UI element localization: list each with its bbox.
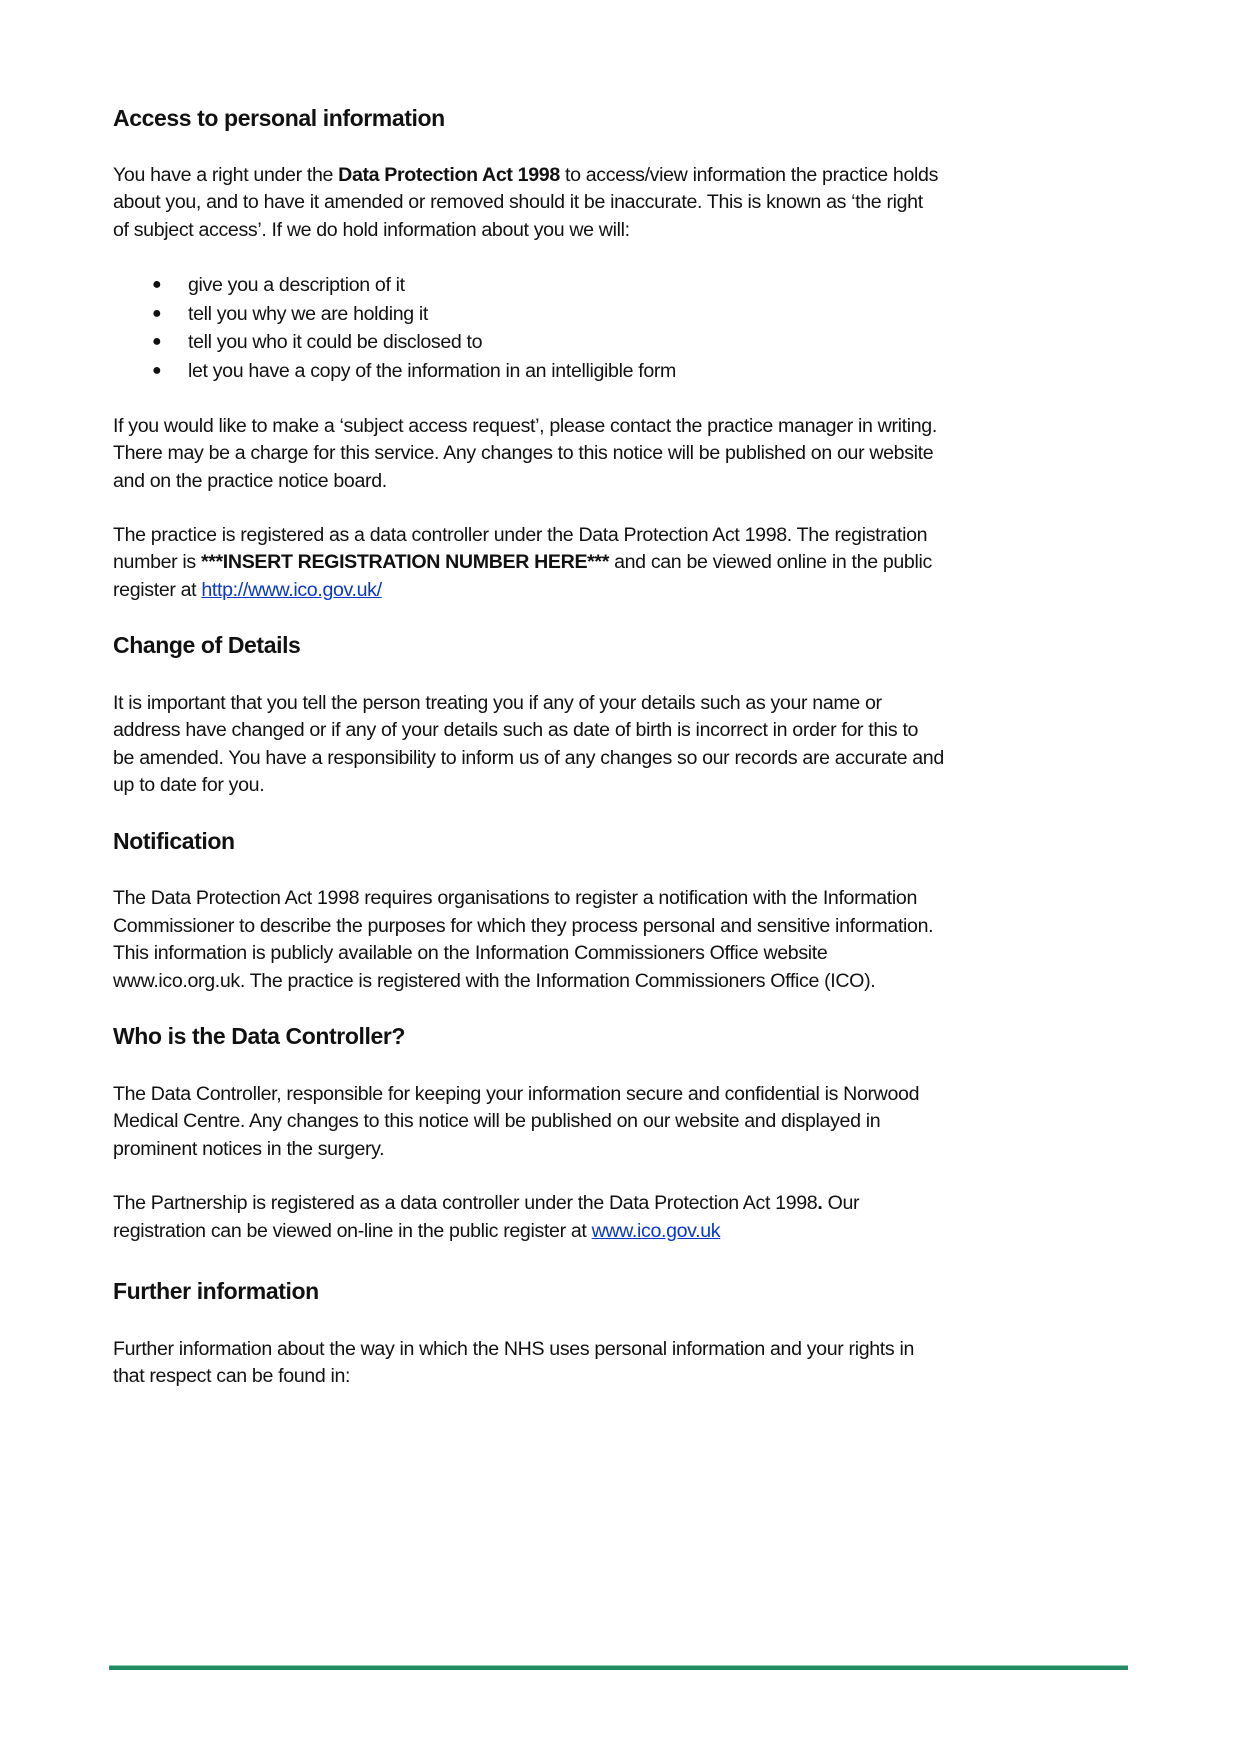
heading-change-of-details: Change of Details <box>113 632 301 658</box>
partnership-paragraph-line <box>113 1189 859 1217</box>
list-item: tell you who it could be disclosed to <box>188 331 483 353</box>
footer-divider <box>109 1665 1128 1670</box>
partnership-paragraph-line <box>113 1217 720 1245</box>
notification-paragraph-line: This information is publicly available on the Information Commissioners Office website <box>113 942 828 964</box>
heading-further-information: Further information <box>113 1278 319 1304</box>
controller-paragraph-line: prominent notices in the surgery. <box>113 1138 385 1160</box>
bullet-icon: ● <box>152 333 162 350</box>
text: to access/view information the practice holds <box>559 164 939 186</box>
access-paragraph-line: about you, and to have it amended or removed should it be inaccurate. This is known as ‘the right <box>113 191 923 213</box>
heading-data-controller: Who is the Data Controller? <box>113 1023 406 1049</box>
heading-notification: Notification <box>113 828 235 854</box>
list-item: give you a description of it <box>188 274 405 296</box>
text: Our <box>822 1192 860 1214</box>
heading-access: Access to personal information <box>113 105 445 131</box>
ico-link[interactable]: http://www.ico.gov.uk/ <box>201 579 382 601</box>
sar-paragraph-line: and on the practice notice board. <box>113 470 387 492</box>
ico-register-link[interactable]: www.ico.gov.uk <box>591 1220 721 1242</box>
sar-paragraph-line: There may be a charge for this service. Any changes to this notice will be published on our website <box>113 442 934 464</box>
list-item: tell you why we are holding it <box>188 303 428 325</box>
bullet-icon: ● <box>152 276 162 293</box>
text: register at <box>113 579 202 601</box>
controller-paragraph-line: Medical Centre. Any changes to this notice will be published on our website and displayed in <box>113 1110 881 1132</box>
text: The Partnership is registered as a data controller under the Data Protection Act 1998 <box>113 1192 818 1214</box>
change-paragraph-line: address have changed or if any of your details such as date of birth is incorrect in order for this to <box>113 719 919 741</box>
controller-paragraph-line: The Data Controller, responsible for keeping your information secure and confidential is Norwood <box>113 1083 920 1105</box>
change-paragraph-line: It is important that you tell the person treating you if any of your details such as your name or <box>113 692 882 714</box>
bullet-icon: ● <box>152 305 162 322</box>
further-paragraph-line: that respect can be found in: <box>113 1365 351 1387</box>
registration-paragraph-line <box>113 548 932 576</box>
registration-paragraph-line: The practice is registered as a data controller under the Data Protection Act 1998. The registration <box>113 524 928 546</box>
text: You have a right under the <box>113 164 339 186</box>
notification-paragraph-line: Commissioner to describe the purposes for which they process personal and sensitive information. <box>113 915 934 937</box>
text: registration can be viewed on-line in the public register at <box>113 1220 592 1242</box>
notification-paragraph-line: www.ico.org.uk. The practice is registered with the Information Commissioners Office (ICO). <box>113 970 876 992</box>
registration-placeholder: ***INSERT REGISTRATION NUMBER HERE*** <box>200 551 609 573</box>
sar-paragraph-line: If you would like to make a ‘subject access request’, please contact the practice manager in writing. <box>113 415 937 437</box>
change-paragraph-line: be amended. You have a responsibility to inform us of any changes so our records are accurate and <box>113 747 944 769</box>
bullet-icon: ● <box>152 362 162 379</box>
bold-text: Data Protection Act 1998 <box>338 164 560 186</box>
list-item: let you have a copy of the information in an intelligible form <box>188 360 677 382</box>
notification-paragraph-line: The Data Protection Act 1998 requires organisations to register a notification with the Information <box>113 887 917 909</box>
access-paragraph-line <box>113 161 938 189</box>
bold-text: . <box>817 1192 823 1214</box>
access-paragraph-line: of subject access’. If we do hold information about you we will: <box>113 219 630 241</box>
further-paragraph-line: Further information about the way in which the NHS uses personal information and your rights in <box>113 1338 914 1360</box>
change-paragraph-line: up to date for you. <box>113 774 265 796</box>
registration-paragraph-line <box>113 576 382 604</box>
text: and can be viewed online in the public <box>608 551 932 573</box>
text: number is <box>113 551 201 573</box>
